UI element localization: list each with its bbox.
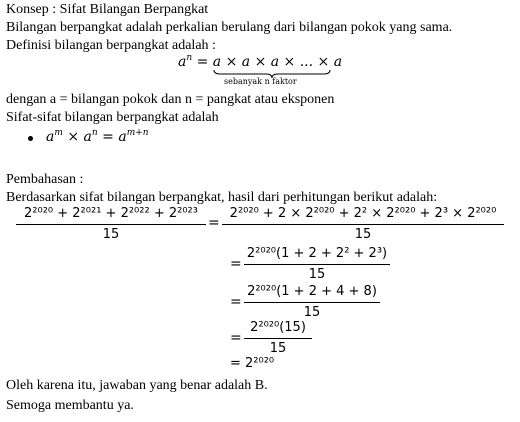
fraction-step-1: [222, 206, 504, 243]
closing-text-2: Semoga membantu ya.: [6, 398, 134, 413]
equals-sign: =: [230, 294, 242, 310]
fraction-original-numerator: 2²⁰²⁰ + 2²⁰²¹ + 2²⁰²² + 2²⁰²³: [24, 206, 198, 221]
concept-text-3: dengan a = bilangan pokok dan n = pangkat atau eksponen: [6, 92, 335, 107]
fraction-bar: [244, 302, 380, 303]
discussion-intro: Berdasarkan sifat bilangan berpangkat, hasil dari perhitungan berikut adalah:: [6, 190, 438, 205]
equals-sign: =: [208, 215, 220, 231]
property-times: ×: [62, 129, 84, 145]
fraction-step-2-denominator: 15: [308, 267, 326, 282]
fraction-step-3-denominator: 15: [303, 305, 321, 320]
definition-exp: n: [186, 53, 193, 63]
fraction-step-4-numerator: 2²⁰²⁰(15): [250, 320, 306, 335]
concept-text-1: Bilangan berpangkat adalah perkalian berulang dari bilangan pokok yang sama.: [6, 20, 453, 35]
fraction-bar: [244, 338, 312, 339]
fraction-bar: [222, 224, 504, 225]
fraction-step-2: [244, 246, 390, 283]
fraction-bar: [244, 264, 390, 265]
definition-base: a: [178, 54, 187, 70]
fraction-step-1-numerator: 2²⁰²⁰ + 2 × 2²⁰²⁰ + 2² × 2²⁰²⁰ + 2³ × 2²⁰²⁰: [229, 206, 497, 221]
property-formula: [46, 129, 149, 145]
fraction-original-denominator: 15: [102, 227, 120, 242]
fraction-step-4: [244, 320, 312, 357]
concept-text-2: Definisi bilangan berpangkat adalah :: [6, 38, 216, 53]
definition-formula: [178, 54, 342, 70]
property-base-1: a: [46, 129, 55, 145]
definition-rhs: = a × a × a × ... × a: [196, 54, 343, 70]
property-exp-2: n: [91, 128, 98, 138]
property-exp-1: m: [54, 128, 63, 138]
concept-text-4: Sifat-sifat bilangan berpangkat adalah: [6, 110, 219, 125]
property-exp-3: m+n: [126, 128, 149, 138]
fraction-step-3-numerator: 2²⁰²⁰(1 + 2 + 4 + 8): [247, 284, 377, 299]
closing-text-1: Oleh karena itu, jawaban yang benar adalah B.: [6, 378, 268, 393]
definition-under-label: sebanyak n faktor: [224, 77, 297, 86]
property-base-2: a: [83, 129, 92, 145]
bullet-icon: [28, 136, 33, 141]
fraction-step-1-denominator: 15: [354, 227, 372, 242]
property-base-3: a: [118, 129, 127, 145]
fraction-bar: [16, 224, 206, 225]
equals-sign: =: [230, 256, 242, 272]
concept-heading: Konsep : Sifat Bilangan Berpangkat: [6, 2, 209, 17]
fraction-step-2-numerator: 2²⁰²⁰(1 + 2 + 2² + 2³): [246, 246, 388, 261]
final-result: = 2²⁰²⁰: [230, 356, 275, 371]
discussion-heading: Pembahasan :: [6, 172, 84, 187]
fraction-step-3: [244, 284, 380, 321]
fraction-step-4-denominator: 15: [269, 341, 287, 356]
property-equals: =: [97, 129, 119, 145]
equals-sign: =: [230, 330, 242, 346]
fraction-original: [16, 206, 206, 243]
